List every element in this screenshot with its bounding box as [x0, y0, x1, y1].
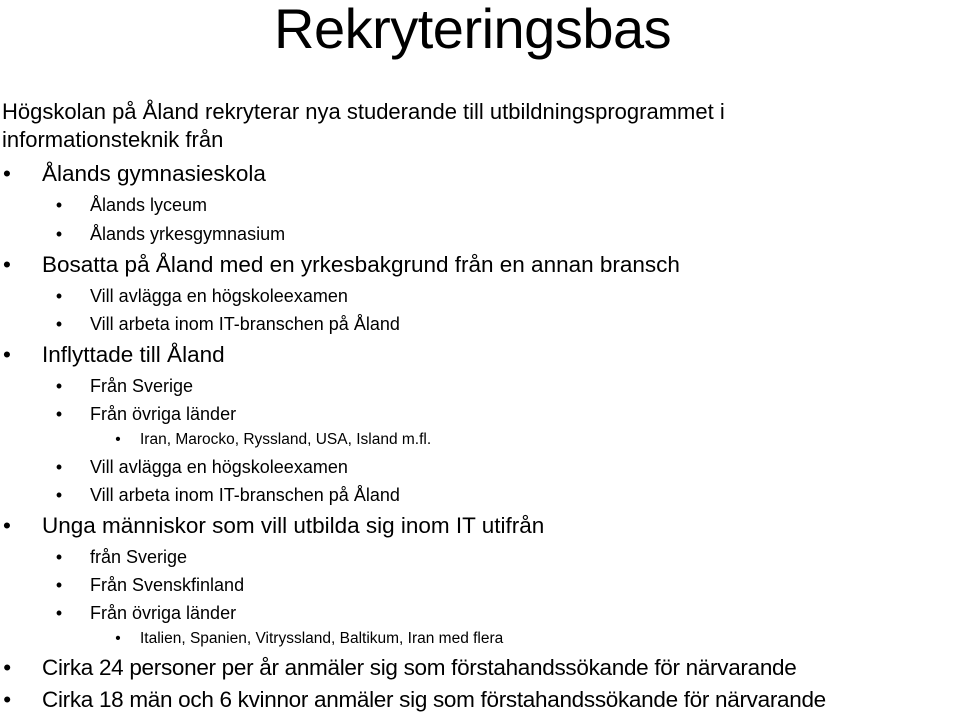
list-item — [115, 629, 504, 649]
list-item — [3, 512, 545, 540]
list-item-text: från Sverige — [90, 547, 188, 567]
bullet-icon: • — [3, 687, 11, 712]
list-item — [55, 193, 208, 217]
bullet-icon: • — [3, 513, 11, 538]
bullet-icon: • — [55, 575, 63, 595]
list-item-text: Från övriga länder — [90, 603, 237, 623]
list-item — [55, 601, 237, 625]
list-item-text: Vill avlägga en högskoleexamen — [90, 457, 348, 477]
list-item — [55, 222, 286, 246]
list-item — [3, 686, 826, 714]
list-item — [55, 284, 348, 308]
list-item-text: Unga människor som vill utbilda sig inom IT utifrån — [42, 513, 545, 538]
intro-line-1: Högskolan på Åland rekryterar nya studerande till utbildningsprogrammet i — [2, 99, 725, 124]
list-item-text: Iran, Marocko, Ryssland, USA, Island m.fl. — [140, 431, 432, 448]
bullet-icon: • — [55, 195, 63, 215]
bullet-icon: • — [55, 224, 63, 244]
list-item — [3, 251, 680, 279]
intro-line-2: informationsteknik från — [2, 127, 224, 152]
bullet-icon: • — [55, 286, 63, 306]
list-item — [55, 545, 188, 569]
list-item — [55, 312, 400, 336]
bullet-icon: • — [55, 457, 63, 477]
bullet-icon: • — [55, 314, 63, 334]
list-item — [55, 455, 348, 479]
list-item-text: Från Sverige — [90, 376, 194, 396]
list-item — [55, 483, 400, 507]
list-item-text: Inflyttade till Åland — [42, 342, 225, 367]
list-item — [55, 374, 194, 398]
list-item-text: Bosatta på Åland med en yrkesbakgrund från en annan bransch — [42, 252, 680, 277]
bullet-icon: • — [55, 547, 63, 567]
list-item — [55, 402, 237, 426]
list-item-text: Vill avlägga en högskoleexamen — [90, 286, 348, 306]
bullet-icon: • — [55, 404, 63, 424]
bullet-icon: • — [115, 431, 121, 448]
list-item-text: Ålands lyceum — [90, 195, 208, 215]
list-item-text: Italien, Spanien, Vitryssland, Baltikum, Iran med flera — [140, 630, 504, 647]
list-item-text: Från övriga länder — [90, 404, 237, 424]
list-item-text: Ålands gymnasieskola — [42, 161, 266, 186]
list-item-text: Cirka 18 män och 6 kvinnor anmäler sig som förstahandssökande för närvarande — [42, 687, 826, 712]
intro-text — [2, 98, 942, 154]
list-item-text: Cirka 24 personer per år anmäler sig som förstahandssökande för närvarande — [42, 655, 797, 680]
bullet-icon: • — [3, 161, 11, 186]
list-item — [115, 430, 432, 450]
list-item — [3, 654, 797, 682]
bullet-icon: • — [3, 252, 11, 277]
bullet-icon: • — [55, 603, 63, 623]
list-item-text: Vill arbeta inom IT-branschen på Åland — [90, 314, 400, 334]
bullet-icon: • — [3, 655, 11, 680]
list-item-text: Från Svenskfinland — [90, 575, 245, 595]
list-item-text: Ålands yrkesgymnasium — [90, 224, 286, 244]
slide-title: Rekryteringsbas — [274, 0, 672, 60]
bullet-icon: • — [55, 376, 63, 396]
bullet-icon: • — [115, 630, 121, 647]
list-item — [3, 160, 266, 188]
list-item-text: Vill arbeta inom IT-branschen på Åland — [90, 485, 400, 505]
bullet-icon: • — [3, 342, 11, 367]
list-item — [55, 573, 245, 597]
list-item — [3, 341, 225, 369]
bullet-icon: • — [55, 485, 63, 505]
